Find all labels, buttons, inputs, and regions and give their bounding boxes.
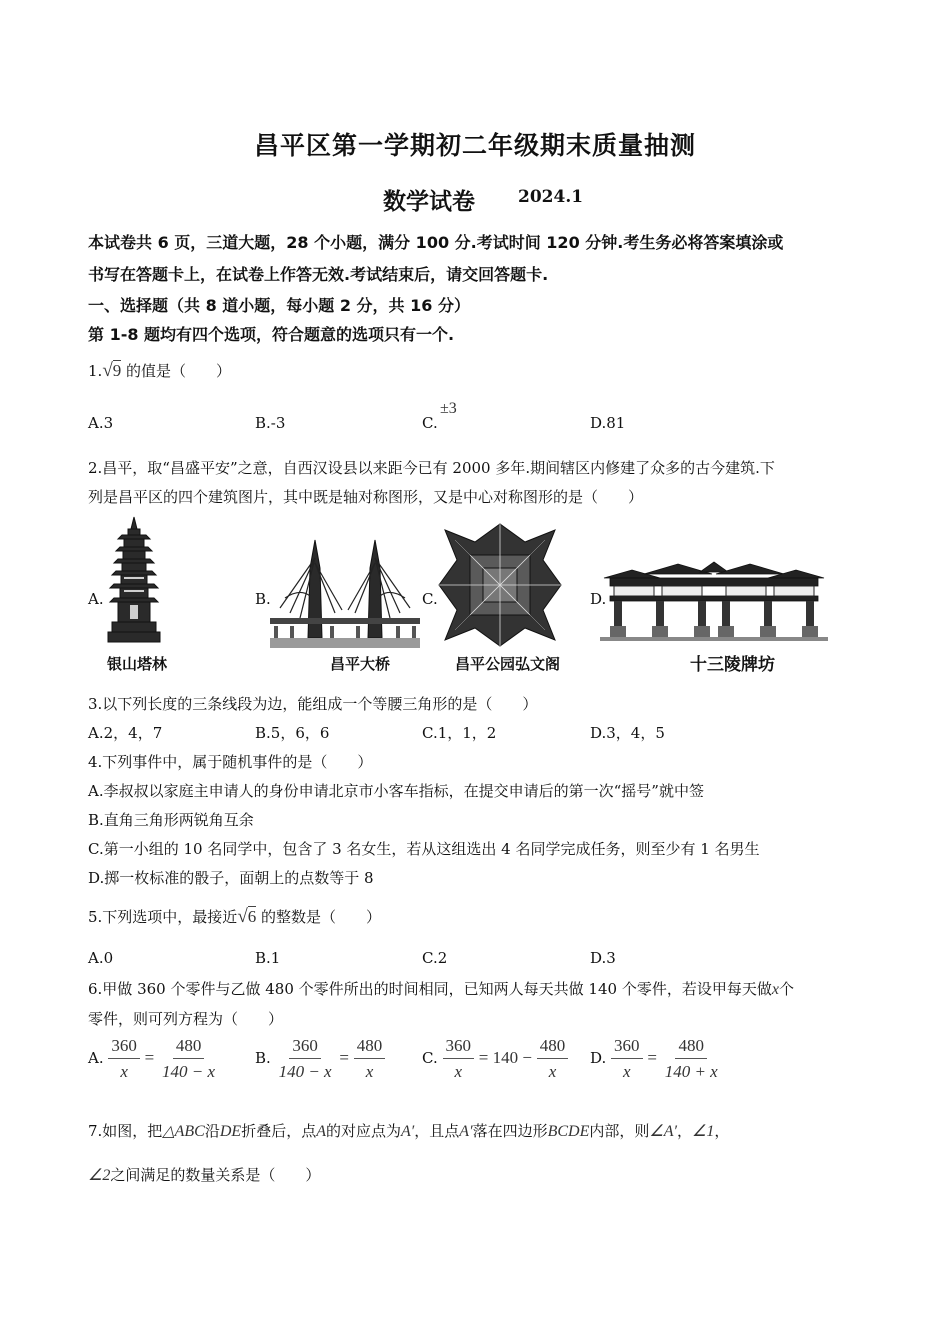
q7-text: 折叠后，点 xyxy=(241,1122,317,1140)
q6-option-b xyxy=(255,1036,385,1082)
fraction xyxy=(354,1036,386,1082)
q6-option-c-label: C. xyxy=(422,1049,438,1067)
q6-stem-line-1 xyxy=(88,978,794,999)
fraction xyxy=(108,1036,140,1082)
operator: = xyxy=(647,1048,657,1067)
q4-option-d: D.掷一枚标准的骰子，面朝上的点数等于 8 xyxy=(88,869,374,887)
q2-stem-line-1: 2.昌平，取“昌盛平安”之意，自西汉设县以来距今已有 2000 多年.期间辖区内修建了众多的古今建筑.下 xyxy=(88,459,775,477)
q1-stem xyxy=(88,360,231,382)
pagoda-image xyxy=(104,515,164,655)
q2-option-a-caption: 银山塔林 xyxy=(107,655,168,673)
q2-option-b-label: B. xyxy=(255,590,271,608)
denominator: x xyxy=(365,1062,374,1081)
denominator: 140 − x xyxy=(278,1062,332,1081)
q7-math: A′ xyxy=(401,1123,415,1140)
q7-math: ∠1 xyxy=(692,1123,715,1140)
pavilion-roof-image xyxy=(435,520,565,650)
q1-option-c-value: ±3 xyxy=(440,400,457,417)
q5-option-b: B.1 xyxy=(255,949,281,967)
q6-stem-text: 6.甲做 360 个零件与乙做 480 个零件所出的时间相同，已知两人每天共做 140 个零件，若设甲每天做 xyxy=(88,980,772,998)
q3-option-c: C.1，1，2 xyxy=(422,724,497,742)
bridge-image xyxy=(270,538,420,648)
q7-text: 7.如图，把 xyxy=(88,1122,163,1140)
denominator: x xyxy=(623,1062,631,1081)
fraction xyxy=(276,1036,335,1082)
operator: = xyxy=(144,1048,155,1067)
q4-option-c: C.第一小组的 10 名同学中，包含了 3 名女生，若从这组选出 4 名同学完成任务，则至少有 1 名男生 xyxy=(88,840,760,858)
q7-math: △ABC xyxy=(162,1123,205,1140)
denominator: x xyxy=(454,1062,463,1081)
archway-image xyxy=(600,560,828,645)
q6-stem-line-2: 零件，则可列方程为（ ） xyxy=(88,1010,284,1028)
q5-prefix: 5.下列选项中，最接近 xyxy=(88,908,238,926)
q1-prefix: 1. xyxy=(88,362,103,380)
instructions-line-2: 书写在答题卡上，在试卷上作答无效.考试结束后，请交回答题卡. xyxy=(88,265,549,284)
q2-option-b-caption: 昌平大桥 xyxy=(330,655,391,673)
q3-stem: 3.以下列长度的三条线段为边，能组成一个等腰三角形的是（ ） xyxy=(88,695,538,713)
q1-suffix: 的值是（ ） xyxy=(126,362,232,380)
q7-text: 的对应点为 xyxy=(325,1122,401,1140)
q1-option-d: D.81 xyxy=(590,414,626,432)
q7-math: ∠2 xyxy=(88,1167,111,1184)
q1-option-b: B.-3 xyxy=(255,414,286,432)
numerator: 480 xyxy=(173,1036,205,1059)
q2-option-d-label: D. xyxy=(590,590,607,608)
denominator: x xyxy=(120,1062,128,1081)
operator: = 140 − xyxy=(478,1048,532,1067)
q7-text: ， xyxy=(714,1122,730,1140)
q6-option-d-label: D. xyxy=(590,1049,607,1067)
q3-option-d: D.3，4，5 xyxy=(590,724,665,742)
q1-option-a: A.3 xyxy=(88,414,114,432)
denominator: 140 + x xyxy=(664,1062,718,1081)
q7-text: ， xyxy=(677,1122,693,1140)
q5-option-d: D.3 xyxy=(590,949,616,967)
q5-option-c: C.2 xyxy=(422,949,448,967)
q7-math: BCDE xyxy=(547,1123,590,1140)
numerator: 360 xyxy=(443,1036,475,1059)
q7-text: 内部，则 xyxy=(589,1122,650,1140)
q7-math: ∠A′ xyxy=(649,1123,678,1140)
q6-stem-unit: 个 xyxy=(778,980,794,998)
q2-stem-line-2: 列是昌平区的四个建筑图片，其中既是轴对称图形，又是中心对称图形的是（ ） xyxy=(88,488,644,506)
q7-math: A′ xyxy=(459,1123,473,1140)
q7-text: ，且点 xyxy=(414,1122,460,1140)
q6-option-a xyxy=(88,1036,218,1082)
denominator: x xyxy=(548,1062,557,1081)
q5-option-a: A.0 xyxy=(88,949,114,967)
q6-option-b-label: B. xyxy=(255,1049,271,1067)
q1-radicand: 9 xyxy=(112,361,122,380)
q6-option-c xyxy=(422,1036,568,1082)
q5-radicand: 6 xyxy=(247,907,257,926)
q5-suffix: 的整数是（ ） xyxy=(261,908,382,926)
q7-text: 落在四边形 xyxy=(472,1122,548,1140)
q6-option-a-label: A. xyxy=(88,1049,104,1067)
exam-year: 2024.1 xyxy=(518,187,584,207)
fraction xyxy=(537,1036,569,1082)
q7-stem-line-1 xyxy=(88,1120,729,1141)
q7-text: 沿 xyxy=(204,1122,220,1140)
exam-title: 昌平区第一学期初二年级期末质量抽测 xyxy=(253,131,696,160)
fraction xyxy=(159,1036,218,1082)
operator: = xyxy=(339,1048,349,1067)
q4-option-a: A.李叔叔以家庭主申请人的身份申请北京市小客车指标，在提交申请后的第一次“摇号”就中签 xyxy=(88,782,704,800)
q4-option-b: B.直角三角形两锐角互余 xyxy=(88,811,254,829)
q4-stem: 4.下列事件中，属于随机事件的是（ ） xyxy=(88,753,373,771)
q2-option-a-label: A. xyxy=(88,590,104,608)
numerator: 480 xyxy=(537,1036,569,1059)
numerator: 480 xyxy=(675,1036,707,1059)
q2-option-c-caption: 昌平公园弘文阁 xyxy=(455,655,561,673)
denominator: 140 − x xyxy=(162,1062,216,1081)
sqrt-symbol: √ xyxy=(102,360,113,381)
instructions-line-1: 本试卷共 6 页，三道大题，28 个小题，满分 100 分.考试时间 120 分钟.考生务必将答案填涂或 xyxy=(88,233,784,252)
q3-option-b: B.5，6，6 xyxy=(255,724,330,742)
q7-math: A xyxy=(316,1123,326,1140)
section-1-note: 第 1-8 题均有四个选项，符合题意的选项只有一个. xyxy=(88,325,455,344)
q7-text: 之间满足的数量关系是（ ） xyxy=(110,1166,321,1184)
exam-subtitle: 数学试卷 xyxy=(383,189,475,215)
numerator: 360 xyxy=(289,1036,321,1059)
q6-variable: x xyxy=(771,981,779,998)
q2-option-c-label: C. xyxy=(422,590,438,608)
q3-option-a: A.2，4，7 xyxy=(88,724,163,742)
numerator: 360 xyxy=(108,1036,140,1059)
q5-stem xyxy=(88,906,381,928)
q6-option-d xyxy=(590,1036,721,1082)
fraction xyxy=(611,1036,643,1082)
numerator: 360 xyxy=(611,1036,643,1059)
sqrt-symbol: √ xyxy=(237,906,248,927)
section-1-heading: 一、选择题（共 8 道小题，每小题 2 分，共 16 分） xyxy=(88,296,470,315)
q1-option-c: C. xyxy=(422,414,438,432)
fraction xyxy=(662,1036,721,1082)
q7-math: DE xyxy=(219,1123,242,1140)
q2-option-d-caption: 十三陵牌坊 xyxy=(690,655,775,675)
fraction xyxy=(443,1036,475,1082)
numerator: 480 xyxy=(354,1036,386,1059)
q7-stem-line-2 xyxy=(88,1164,320,1185)
